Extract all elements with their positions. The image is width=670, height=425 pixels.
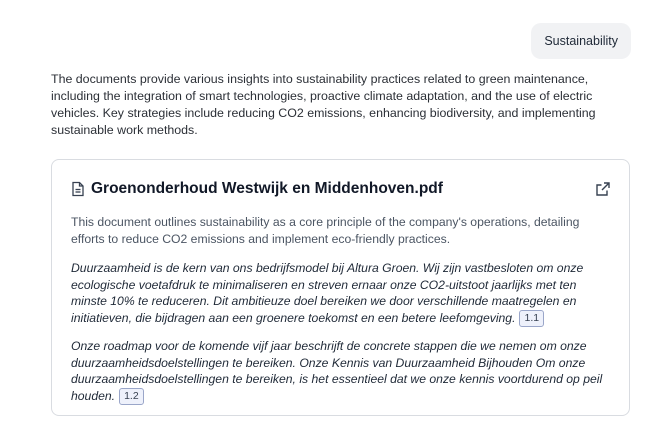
citation-badge[interactable]: 1.2 <box>119 388 144 405</box>
user-message-bubble <box>531 23 631 59</box>
source-quote <box>71 338 605 405</box>
source-card-header <box>71 178 611 200</box>
source-card <box>51 159 630 416</box>
source-card-summary: This document outlines sustainability as a core principle of the company's operations, detailing efforts to reduce CO2 emissions and implement eco-friendly practices. <box>71 215 580 246</box>
source-quote <box>71 260 605 327</box>
citation-badge[interactable]: 1.1 <box>519 310 544 327</box>
document-icon <box>71 181 85 197</box>
user-message-text: Sustainability <box>544 34 618 48</box>
external-link-icon[interactable] <box>595 181 611 197</box>
source-card-title: Groenonderhoud Westwijk en Middenhoven.pdf <box>91 180 443 197</box>
source-quote-text: Onze roadmap voor de komende vijf jaar beschrijft de concrete stappen die we nemen om onze duurzaamheidsdoelstellingen te bereiken. Onze Kennis van Duurzaamheid Bijhouden Om onze duurzaamheidsdoelstellingen te bereiken, is het essentieel dat we onze kennis voortdurend op peil houden. <box>71 339 603 403</box>
assistant-answer: The documents provide various insights into sustainability practices related to green maintenance, including the integration of smart technologies, proactive climate adaptation, and the use of electric vehicles. Key strategies include reducing CO2 emissions, enhancing biodiversity, and implementing sustainable work methods. <box>51 72 596 137</box>
source-quote-text: Duurzaamheid is de kern van ons bedrijfsmodel bij Altura Groen. Wij zijn vastbesloten om onze ecologische voetafdruk te minimaliseren en streven ernaar onze CO2-uitstoot jaarlijks met ten minste 10% te reduceren. Dit ambitieuze doel bereiken we door verschillende maatregelen en initiatieven, die bijdragen aan een groenere toekomst en een betere leefomgeving. <box>71 261 584 325</box>
